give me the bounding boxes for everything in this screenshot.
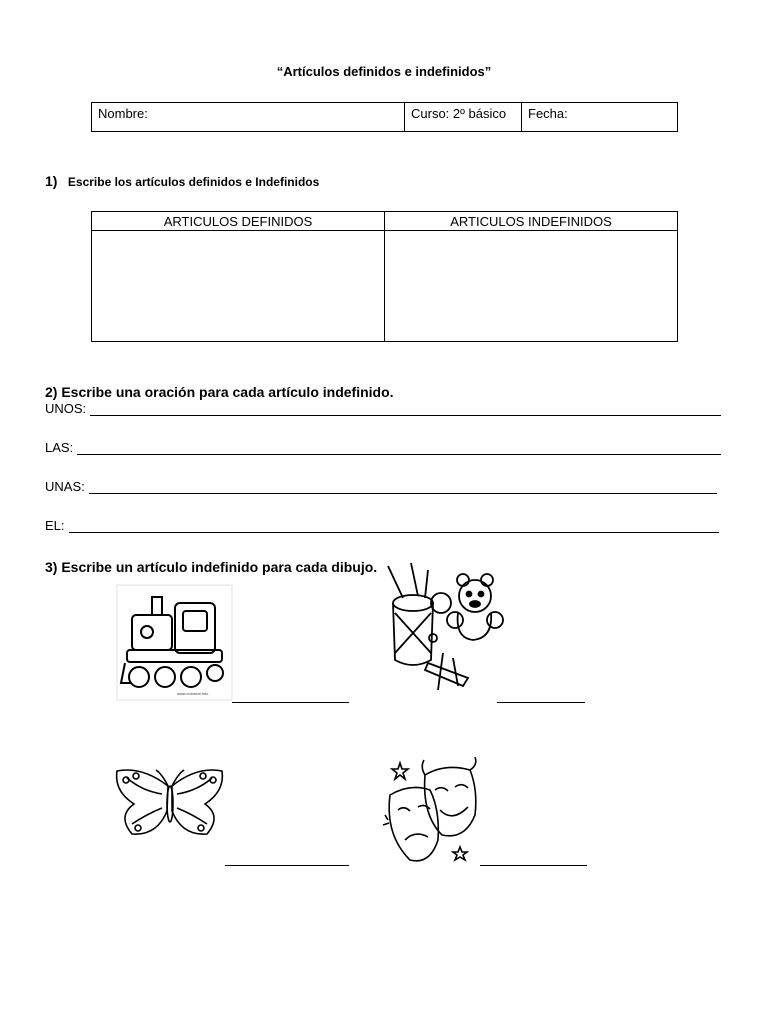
col-indefinidos-header: ARTICULOS INDEFINIDOS <box>385 212 678 231</box>
svg-text:www.colorear.info: www.colorear.info <box>177 691 209 696</box>
butterfly-drawing <box>112 766 227 841</box>
student-info-table <box>91 102 678 132</box>
col-definidos-header: ARTICULOS DEFINIDOS <box>92 212 385 231</box>
sentence-line-unas[interactable] <box>45 479 717 494</box>
answer-line-2[interactable] <box>497 702 585 703</box>
sentence-label: UNAS: <box>45 479 85 494</box>
sentence-label: LAS: <box>45 440 74 455</box>
sentence-line-unos[interactable] <box>45 401 721 416</box>
name-field[interactable]: Nombre: <box>92 103 405 132</box>
answer-line-3[interactable] <box>225 865 349 866</box>
course-field: Curso: 2º básico <box>405 103 522 132</box>
page-title: “Artículos definidos e indefinidos” <box>276 64 492 79</box>
section-2-heading: 2) Escribe una oración para cada artículo indefinido. <box>45 384 394 400</box>
sentence-label: EL: <box>45 518 65 533</box>
articles-table <box>91 211 678 342</box>
section-3-heading: 3) Escribe un artículo indefinido para cada dibujo. <box>45 559 378 575</box>
section-1-number: 1) <box>45 173 58 189</box>
writing-line[interactable] <box>90 404 721 416</box>
sentence-label: UNOS: <box>45 401 87 416</box>
date-field[interactable]: Fecha: <box>522 103 678 132</box>
sentence-line-el[interactable] <box>45 518 719 533</box>
definidos-answer-cell[interactable] <box>92 231 385 342</box>
toys-drawing <box>383 558 503 693</box>
writing-line[interactable] <box>77 443 721 455</box>
train-drawing <box>117 585 232 700</box>
writing-line[interactable] <box>69 521 719 533</box>
theater-masks-drawing <box>380 755 482 867</box>
answer-line-4[interactable] <box>480 865 587 866</box>
answer-line-1[interactable] <box>232 702 349 703</box>
writing-line[interactable] <box>89 482 717 494</box>
section-1-text: Escribe los artículos definidos e Indefinidos <box>67 175 320 189</box>
sentence-line-las[interactable] <box>45 440 721 455</box>
indefinidos-answer-cell[interactable] <box>385 231 678 342</box>
section-1-heading <box>45 173 319 191</box>
